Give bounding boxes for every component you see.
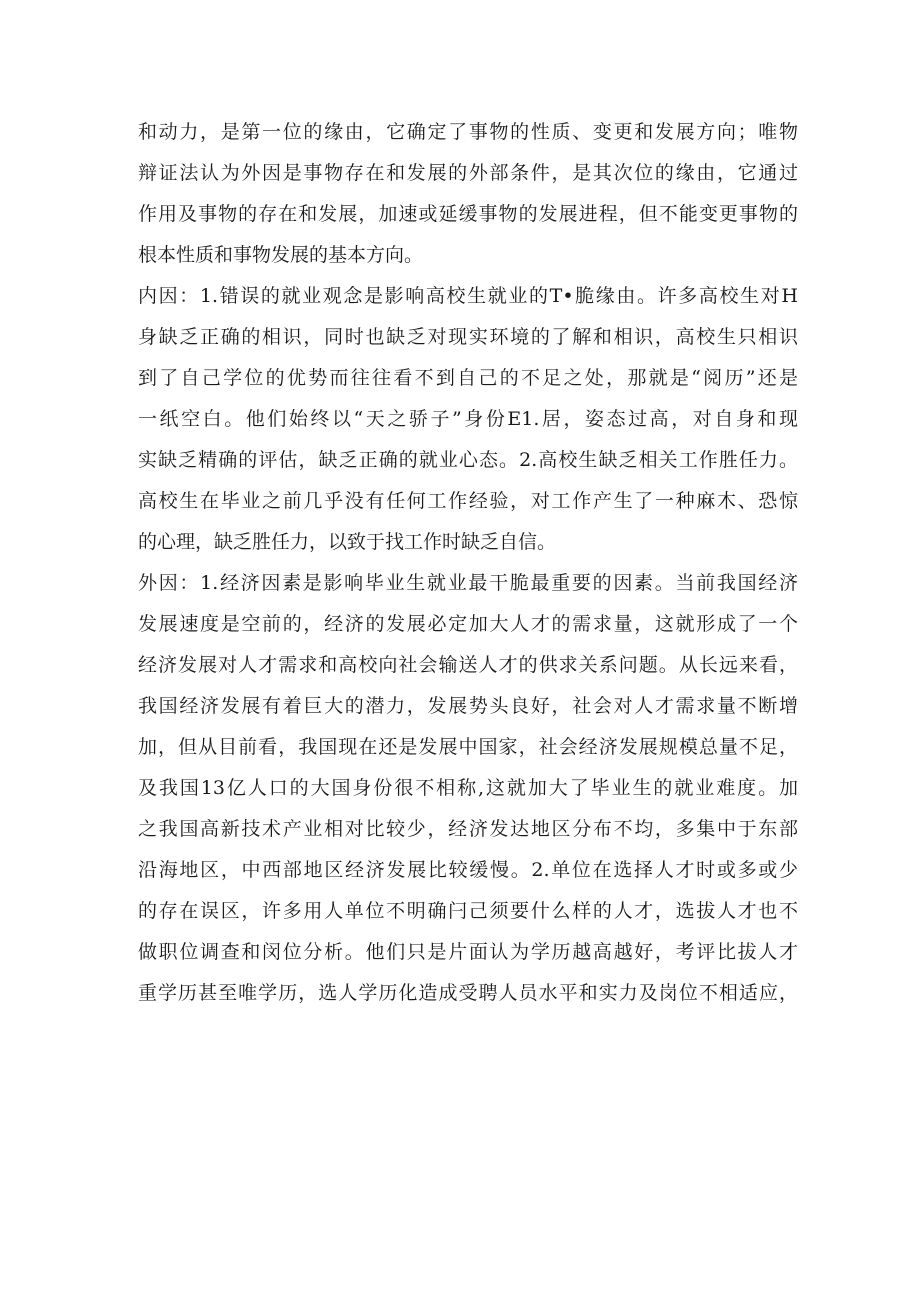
text-line: 和动力，是第一位的缘由，它确定了事物的性质、变更和发展方向；唯物	[138, 121, 798, 143]
text-line: 高校生在毕业之前几乎没有任何工作经验，对工作产生了一种麻木、恐惊	[138, 490, 798, 512]
text-line: 重学历甚至唯学历，选人学历化造成受聘人员水平和实力及岗位不相适应，	[138, 982, 798, 1004]
text-line: 发展速度是空前的，经济的发展必定加大人才的需求量，这就形成了一个	[138, 613, 798, 635]
text-line: 我国经济发展有着巨大的潜力，发展势头良好，社会对人才需求量不断增	[138, 695, 798, 717]
text-line: 及我国13亿人口的大国身份很不相称,这就加大了毕业生的就业难度。加	[138, 777, 798, 799]
text-line: 外因：1.经济因素是影响毕业生就业最干脆最重要的因素。当前我国经济	[138, 572, 798, 594]
text-line: 沿海地区，中西部地区经济发展比较缓慢。2.单位在选择人才时或多或少	[138, 859, 798, 881]
text-line: 一纸空白。他们始终以“天之骄子”身份E1.居，姿态过高，对自身和现	[138, 408, 798, 430]
text-line: 根本性质和事物发展的基本方向。	[138, 244, 424, 266]
text-line: 之我国高新技术产业相对比较少，经济发达地区分布不均，多集中于东部	[138, 818, 798, 840]
text-line: 辩证法认为外因是事物存在和发展的外部条件，是其次位的缘由，它通过	[138, 162, 798, 184]
text-line: 身缺乏正确的相识，同时也缺乏对现实环境的了解和相识，高校生只相识	[138, 326, 798, 348]
text-line: 作用及事物的存在和发展，加速或延缓事物的发展进程，但不能变更事物的	[138, 203, 798, 225]
text-line: 的心理，缺乏胜任力，以致于找工作时缺乏自信。	[138, 531, 557, 553]
text-line: 内因：1.错误的就业观念是影响高校生就业的T•脆缘由。许多高校生对H	[138, 285, 798, 307]
text-line: 的存在误区，许多用人单位不明确闩己须要什么样的人才，选拔人才也不	[138, 900, 798, 922]
text-line: 经济发展对人才需求和高校向社会输送人才的供求关系问题。从长远来看，	[138, 654, 798, 676]
text-line: 实缺乏精确的评估，缺乏正确的就业心态。2.高校生缺乏相关工作胜任力。	[138, 449, 798, 471]
text-line: 到了自己学位的优势而往往看不到自己的不足之处，那就是“阅历”还是	[138, 367, 798, 389]
text-line: 做职位调查和闵位分析。他们只是片面认为学历越高越好，考评比拔人才	[138, 941, 798, 963]
text-line: 加，但从目前看，我国现在还是发展中国家，社会经济发展规模总量不足，	[138, 736, 798, 758]
body-text	[138, 112, 798, 1014]
